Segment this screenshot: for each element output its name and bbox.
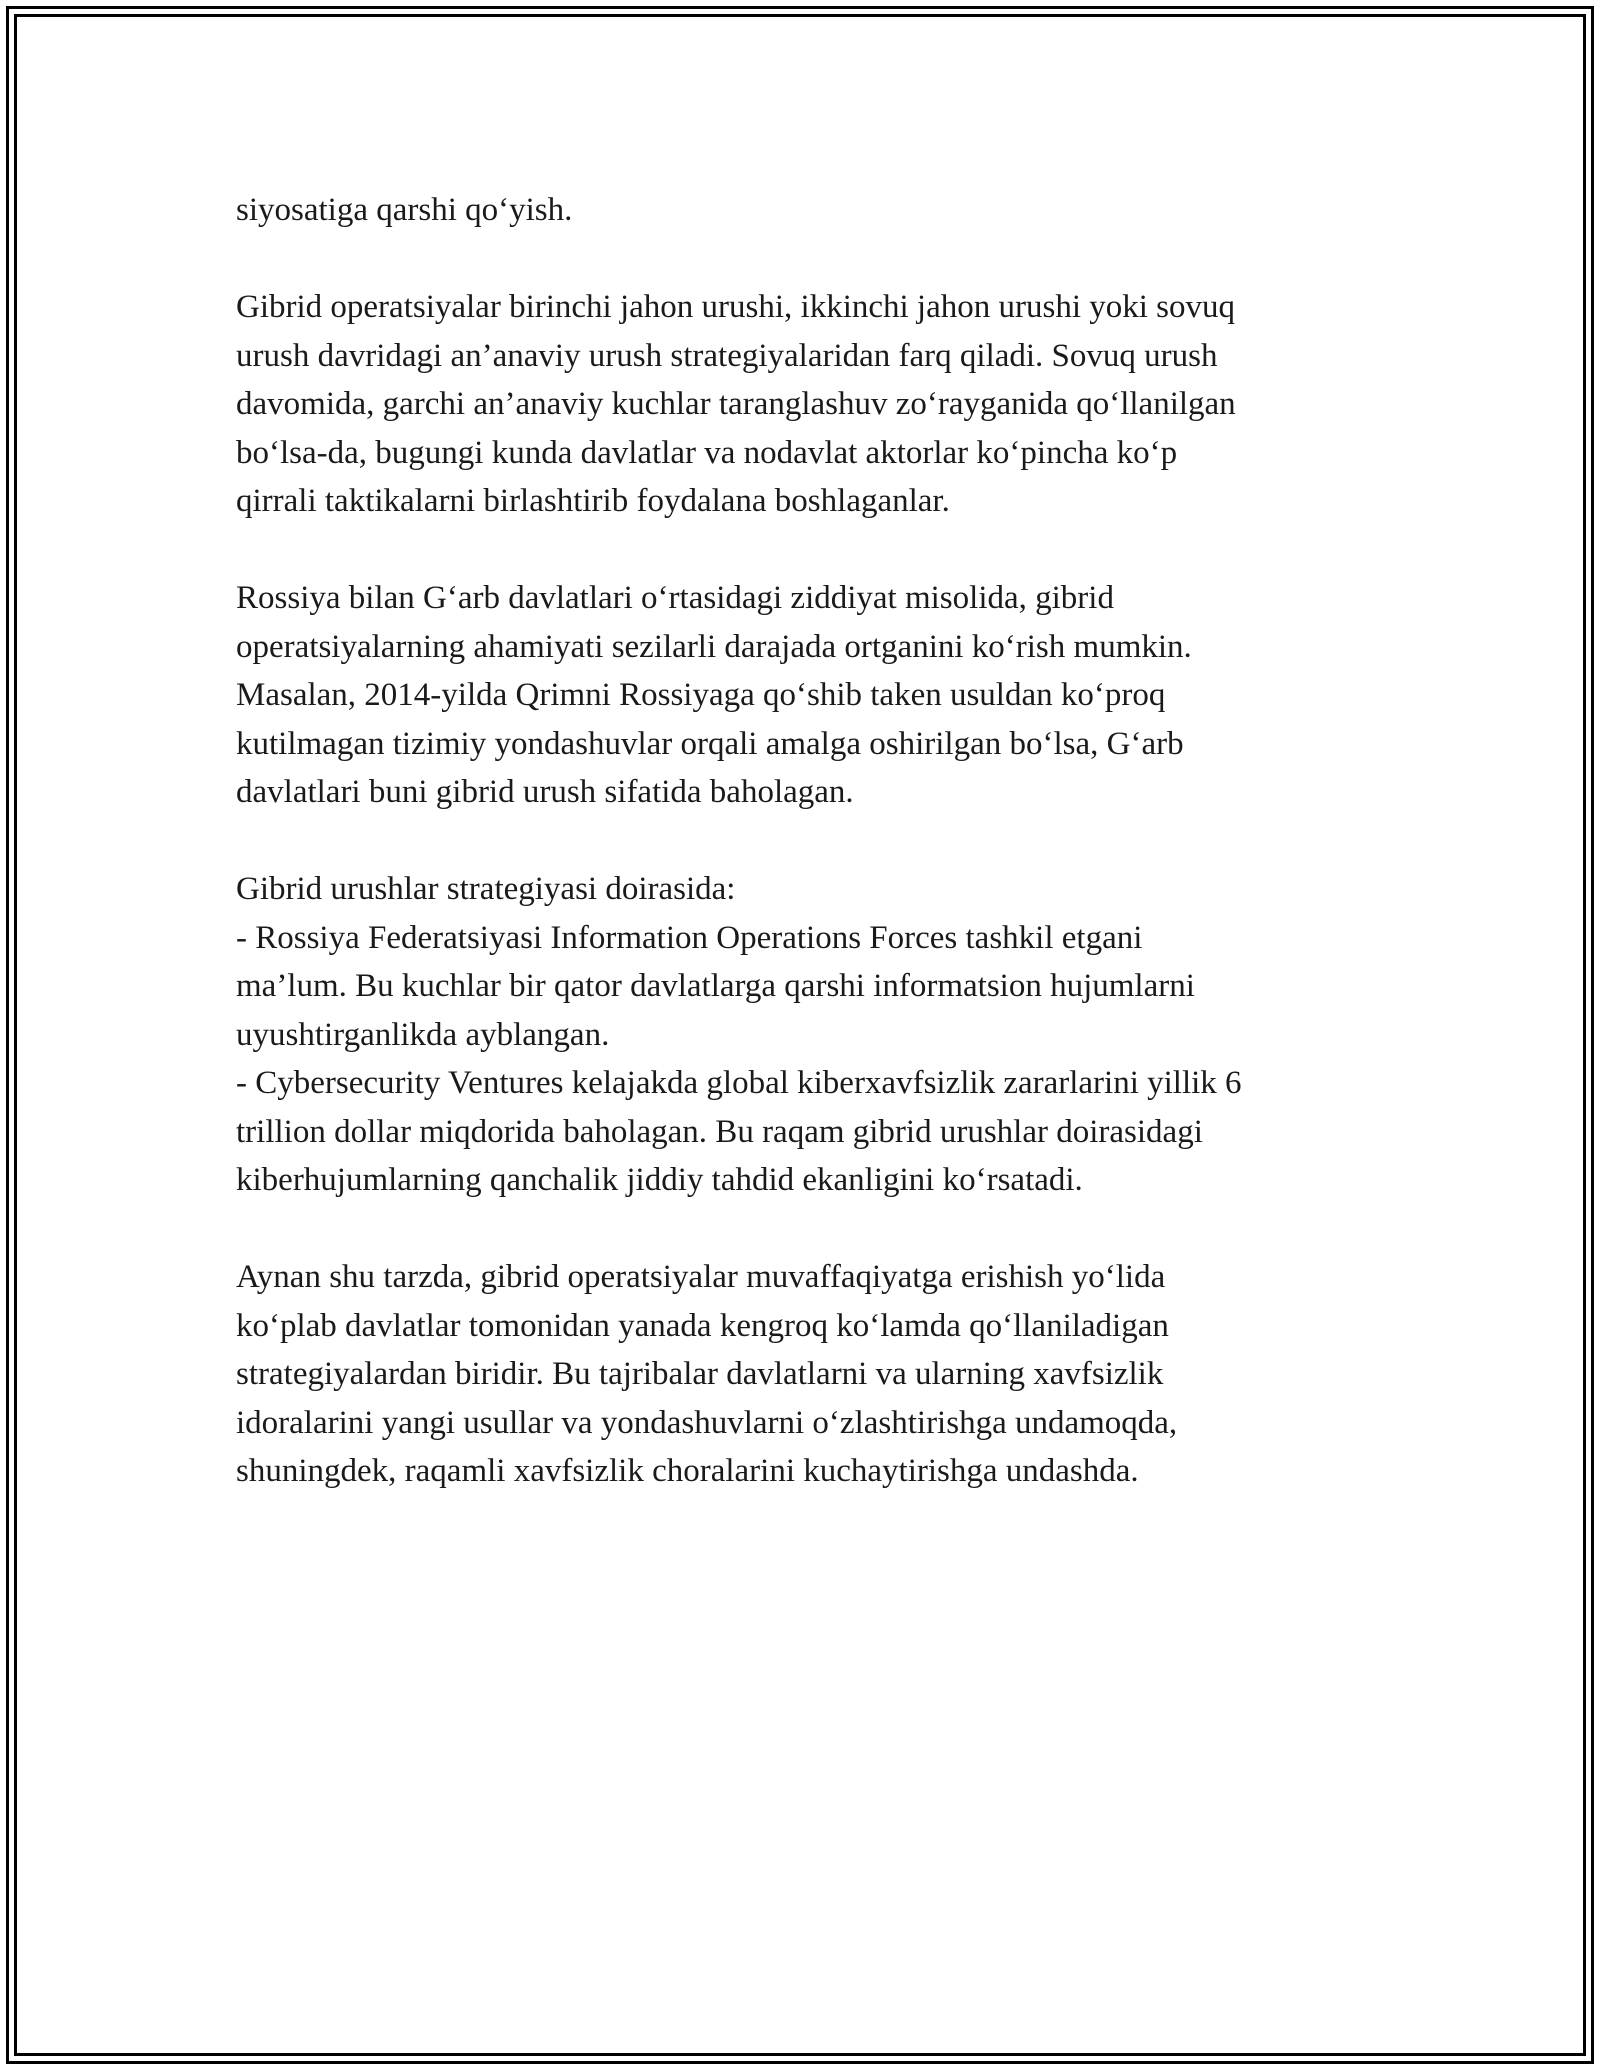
text-line: kiberhujumlarning qanchalik jiddiy tahdid ekanligini ko‘rsatadi. <box>236 1162 1083 1198</box>
text-line: shuningdek, raqamli xavfsizlik choralarini kuchaytirishga undashda. <box>236 1453 1139 1489</box>
text-line: operatsiyalarning ahamiyati sezilarli darajada ortganini ko‘rish mumkin. <box>236 628 1192 665</box>
text-line: ko‘plab davlatlar tomonidan yanada kengroq ko‘lamda qo‘llaniladigan <box>236 1307 1169 1344</box>
text-line: bo‘lsa-da, bugungi kunda davlatlar va nodavlat aktorlar ko‘pincha ko‘p <box>236 434 1178 471</box>
text-line: siyosatiga qarshi qo‘yish. <box>236 192 573 228</box>
text-line: davomida, garchi an’anaviy kuchlar taranglashuv zo‘rayganida qo‘llanilgan <box>236 386 1236 422</box>
text-line: urush davridagi an’anaviy urush strategiyalaridan farq qiladi. Sovuq urush <box>236 337 1218 374</box>
text-line: Gibrid operatsiyalar birinchi jahon urushi, ikkinchi jahon urushi yoki sovuq <box>236 289 1236 325</box>
text-line: uyushtirganlikda ayblangan. <box>236 1016 610 1053</box>
blank-line <box>236 526 1436 575</box>
text-line: kutilmagan tizimiy yondashuvlar orqali amalga oshirilgan bo‘lsa, G‘arb <box>236 725 1184 762</box>
text-line: Masalan, 2014-yilda Qrimni Rossiyaga qo‘shib taken usuldan ko‘proq <box>236 677 1166 713</box>
text-line: idoralarini yangi usullar va yondashuvlarni o‘zlashtirishga undamoqda, <box>236 1404 1178 1441</box>
blank-line <box>236 817 1436 866</box>
text-line: ma’lum. Bu kuchlar bir qator davlatlarga qarshi informatsion hujumlarni <box>236 968 1195 1004</box>
text-line: Rossiya bilan G‘arb davlatlari o‘rtasidagi ziddiyat misolida, gibrid <box>236 580 1114 616</box>
text-line: strategiyalardan biridir. Bu tajribalar davlatlarni va ularning xavfsizlik <box>236 1356 1164 1392</box>
document-body <box>236 186 1436 1496</box>
blank-line <box>236 235 1436 284</box>
text-line: davlatlari buni gibrid urush sifatida baholagan. <box>236 774 854 810</box>
text-line: qirrali taktikalarni birlashtirib foydalana boshlaganlar. <box>236 483 950 519</box>
text-line: Aynan shu tarzda, gibrid operatsiyalar muvaffaqiyatga erishish yo‘lida <box>236 1259 1166 1295</box>
text-line: trillion dollar miqdorida baholagan. Bu raqam gibrid urushlar doirasidagi <box>236 1113 1203 1150</box>
blank-line <box>236 1205 1436 1254</box>
text-line: Gibrid urushlar strategiyasi doirasida: <box>236 871 736 907</box>
text-line: - Rossiya Federatsiyasi Information Operations Forces tashkil etgani <box>236 919 1143 956</box>
text-line: - Cybersecurity Ventures kelajakda global kiberxavfsizlik zararlarini yillik 6 <box>236 1065 1242 1101</box>
